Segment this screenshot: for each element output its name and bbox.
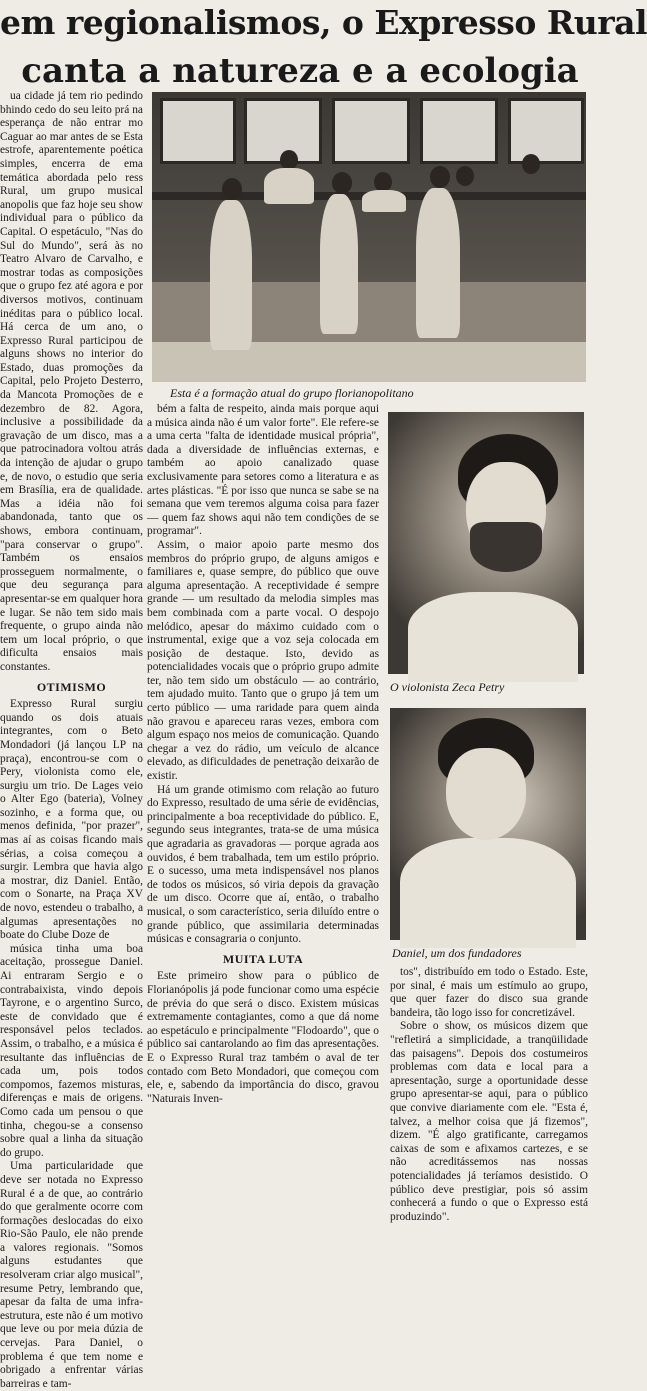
middle-paragraph-4: Este primeiro show para o público de Florianópolis já pode funcionar como uma espécie de prévia do que será o disco. Existem músicas extremamente contagiantes, como a que dá nome ao espetáculo e principalmente "Flodoardo", que o público sai cantarolando ao fim das apresentações. E o Expresso Rural traz também o aval de ter contado com Beto Mondadori, que começou com ele, e, sabendo da importância do disco, gravou "Naturais Inven- xyxy=(147,970,379,1105)
group-photo-caption: Esta é a formação atual do grupo florianopolitano xyxy=(170,386,414,400)
subheading-muita-luta: MUITA LUTA xyxy=(222,951,304,966)
daniel-photo xyxy=(390,708,586,940)
headline-line-1: em regionalismos, o Expresso Rural xyxy=(0,3,647,42)
left-paragraph-4: Uma particularidade que deve ser notada no Expresso Rural é a de que, ao contrário do que geralmente ocorre com formações deslocadas do eixo Rio-São Paulo, ele não prende a valores regionais. "Somos alguns estudantes que resolveram criar algo musical", resume Petry, lembrando que, apesar da falta de uma infra-estrutura, este não é um motivo que leve ou por meia dúzia de cervejas. Para Daniel, o problema é que tem nome e obrigado a enfrentar várias barreiras e tam- xyxy=(0,1160,143,1390)
middle-paragraph-1: bém a falta de respeito, ainda mais porque aqui a música ainda não é um valor forte". Ele refere-se a uma certa "falta de identidade musical própria", dada a diversidade de influências externas, e também ao apoio canalizado quase exclusivamente para setores como a literatura e as artes plásticas. "É por isso que nunca se sabe se na semana que vem teremos alguma coisa para fazer — quem faz shows aqui não tem condições de se programar". xyxy=(147,403,379,538)
headline-line-2: canta a natureza e a ecologia xyxy=(21,51,579,91)
group-photo xyxy=(152,92,586,382)
left-paragraph-1: ua cidade já tem rio pedindo bhindo cedo do seu leito prá na esperança de não entrar mo Caguar ao mar antes de se Esta estrofe, aparentemente poética simples, encerra de ema temática abordada pelo ress Rural, um grupo musical anopolis que faz hoje seu show individual para o público da Capital. O espetáculo, "Nas do Sul do Mundo", será às no Teatro Alvaro de Carvalho, e mostrar todas as composições que o grupo fez até agora e por diversos motivos, continuam inéditas para o público local. Há cerca de um ano, o Expresso Rural participou de alguns shows no interior do Estado, duas promoções da Capital, pelo Projeto Desterro, da Mancota Promoções de e dezembro de 82. Agora, inclusive a possibilidade da gravação de um disco, mas a que patrocinadora voltou atrás da intenção de ajudar o grupo e, de novo, o estudio que seria em Brasília, era de qualidade. Mas a idéia não foi abandonada, tanto que os shows, embora continuam, "para conservar o grupo". Também os ensaios prosseguem normalmente, o que deu segurança para apresentar-se em qualquer hora e lugar. Se não tem sido mais frequente, o grupo ainda não tem um local próprio, o que dificulta ensaios mais constantes. xyxy=(0,90,143,673)
right-paragraph-1: tos", distribuído em todo o Estado. Este, por sinal, é mais um estímulo ao grupo, que quer fazer do disco sua grande bandeira, tão logo isso for concretizável. xyxy=(390,966,588,1019)
right-paragraph-2: Sobre o show, os músicos dizem que "refletirá a simplicidade, a tranqüilidade das paisagens". Depois dos costumeiros problemas com data e local para a apresentação, surge a oportunidade desse grupo apresentar-se aqui, para o público que convive diariamente com ele. "Esta é, talvez, a melhor coisa que já fizemos", dizem. "É algo gratificante, carregamos caixas de som e afixamos cartezes, e se não acreditássemos nas nossas potencialidades já teríamos desistido. O público deve prestigiar, pois só assim conhecerá a fundo o que o Expresso está produzindo". xyxy=(390,1020,588,1223)
middle-column xyxy=(147,403,379,1255)
middle-paragraph-3: Há um grande otimismo com relação ao futuro do Expresso, resultado de uma série de evidências, principalmente a boa receptividade do público. E, segundo seus integrantes, trata-se de uma música que agradaria as gravadoras — porque agrada aos ouvidos, é bem trabalhada, tem um estilo próprio. E o sucesso, uma meta indispensável nos planos de todos os músicos, só viria depois da gravação de um disco. Ocorre que aí, então, o trabalho musical, o som característico, seria diluído entre o grande público, que assimilaria determinadas músicas e consagraria o conjunto. xyxy=(147,783,379,946)
daniel-photo-caption: Daniel, um dos fundadores xyxy=(392,946,522,960)
left-column xyxy=(0,90,143,1390)
left-paragraph-2: Expresso Rural surgiu quando os dois atuais integrantes, com o Beto Mondadori (já lançou LP na praça), encontrou-se com o Pery, violonista como ele, surgiu um trio. De Lages veio o Alter Ego (bateria), Volney sozinho, e a forma que, ou menos definida, "por prazer", mas aí as coisas ficando mais sérias, a coisa começou a surgir. Lembra que havia algo a mostrar, diz Daniel. Então, com o Sonarte, na Praça XV de novo, estendeu o trabalho, a algumas apresentações no boate do Clube Doze de xyxy=(0,698,143,942)
middle-paragraph-2: Assim, o maior apoio parte mesmo dos membros do próprio grupo, de alguns amigos e familiares e, quase sempre, do público que ouve alguma apresentação. A receptividade é sempre grande — um resultado da melodia simples mas bem combinada com a parte vocal. O despojo melódico, apesar do máximo cuidado com o instrumental, exige que a voz seja colocada em posição de destaque. Isto, devido as potencialidades vocais que o próprio grupo admite ter, não tem sido um obstáculo — ao contrário, tem ajudado muito. Tanto que o grupo já tem um certo público — uma raridade para quem ainda não gravou e apareceu raras vezes, embora com algum espaço nos meios de comunicação. Quando chegar a vez do rádio, um veículo de alcance elevado, as dificuldades de penetração deixarão de existir. xyxy=(147,538,379,783)
zeca-photo-caption: O violonista Zeca Petry xyxy=(390,680,505,694)
right-column xyxy=(390,966,588,1251)
subheading-otimismo: OTIMISMO xyxy=(36,679,107,694)
headline xyxy=(0,2,647,92)
left-paragraph-3: música tinha uma boa aceitação, prossegue Daniel. Ai entraram Sergio e o contrabaixista, vindo depois Tayrone, e o argentino Surco, este de convidado que é responsável pelos teclados. Assim, o trabalho, e a música é resultante das influências de cada um, pois todos compomos, fazemos misturas, diferenças e mais de origens. Como cada um pensou o que tinha, chegou-se a consenso sobre qual a linha da situação do grupo. xyxy=(0,942,143,1159)
zeca-petry-photo xyxy=(388,412,584,674)
